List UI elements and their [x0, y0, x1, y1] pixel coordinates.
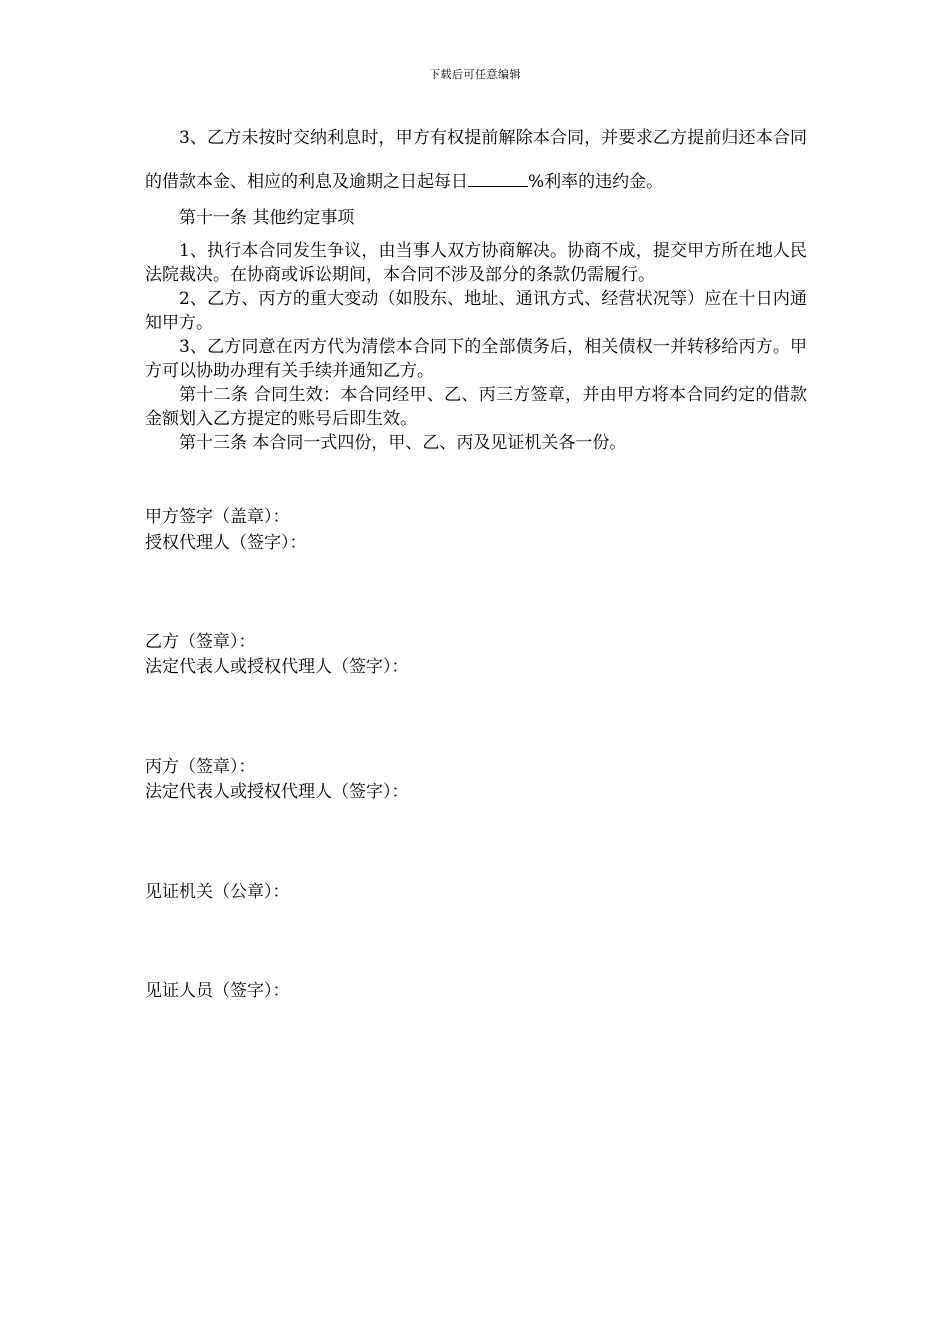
witness-org-label: 见证机关（公章）： [145, 882, 290, 902]
article-11-item-1: 1、执行本合同发生争议，由当事人双方协商解决。协商不成，提交甲方所在地人民法院裁决。在协商或诉讼期间，本合同不涉及部分的条款仍需履行。 [145, 241, 807, 285]
party-a-agent-label: 授权代理人（签字）： [145, 533, 307, 553]
contract-body [145, 117, 807, 455]
article-12: 第十二条 合同生效：本合同经甲、乙、丙三方签章，并由甲方将本合同约定的借款金额划入乙方提定的账号后即生效。 [145, 385, 807, 429]
party-c-seal-label: 丙方（签章）： [145, 757, 256, 777]
party-a-seal-label: 甲方签字（盖章）： [145, 507, 290, 527]
rate-blank [468, 172, 528, 187]
article-11-item-2: 2、乙方、丙方的重大变动（如股东、地址、通讯方式、经营状况等）应在十日内通知甲方。 [145, 289, 807, 333]
party-c-rep-label: 法定代表人或授权代理人（签字）： [145, 782, 409, 802]
article-13: 第十三条 本合同一式四份，甲、乙、丙及见证机关各一份。 [179, 433, 627, 453]
article-11-title: 第十一条 其他约定事项 [179, 208, 355, 228]
clause-10-item-3-text: 3、乙方未按时交纳利息时，甲方有权提前解除本合同，并要求乙方提前归还本合同的借款本金、相应的利息及逾期之日起每日 [145, 128, 807, 192]
clause-10-item-3-tail: %利率的违约金。 [528, 172, 664, 192]
witness-person-label: 见证人员（签字）： [145, 981, 290, 1001]
header-note: 下载后可任意编辑 [429, 68, 521, 81]
party-b-rep-label: 法定代表人或授权代理人（签字）： [145, 657, 409, 677]
party-b-seal-label: 乙方（签章）： [145, 632, 256, 652]
clause-10-item-3 [145, 116, 807, 204]
article-11-item-3: 3、乙方同意在丙方代为清偿本合同下的全部债务后，相关债权一并转移给丙方。甲方可以协助办理有关手续并通知乙方。 [145, 337, 807, 381]
